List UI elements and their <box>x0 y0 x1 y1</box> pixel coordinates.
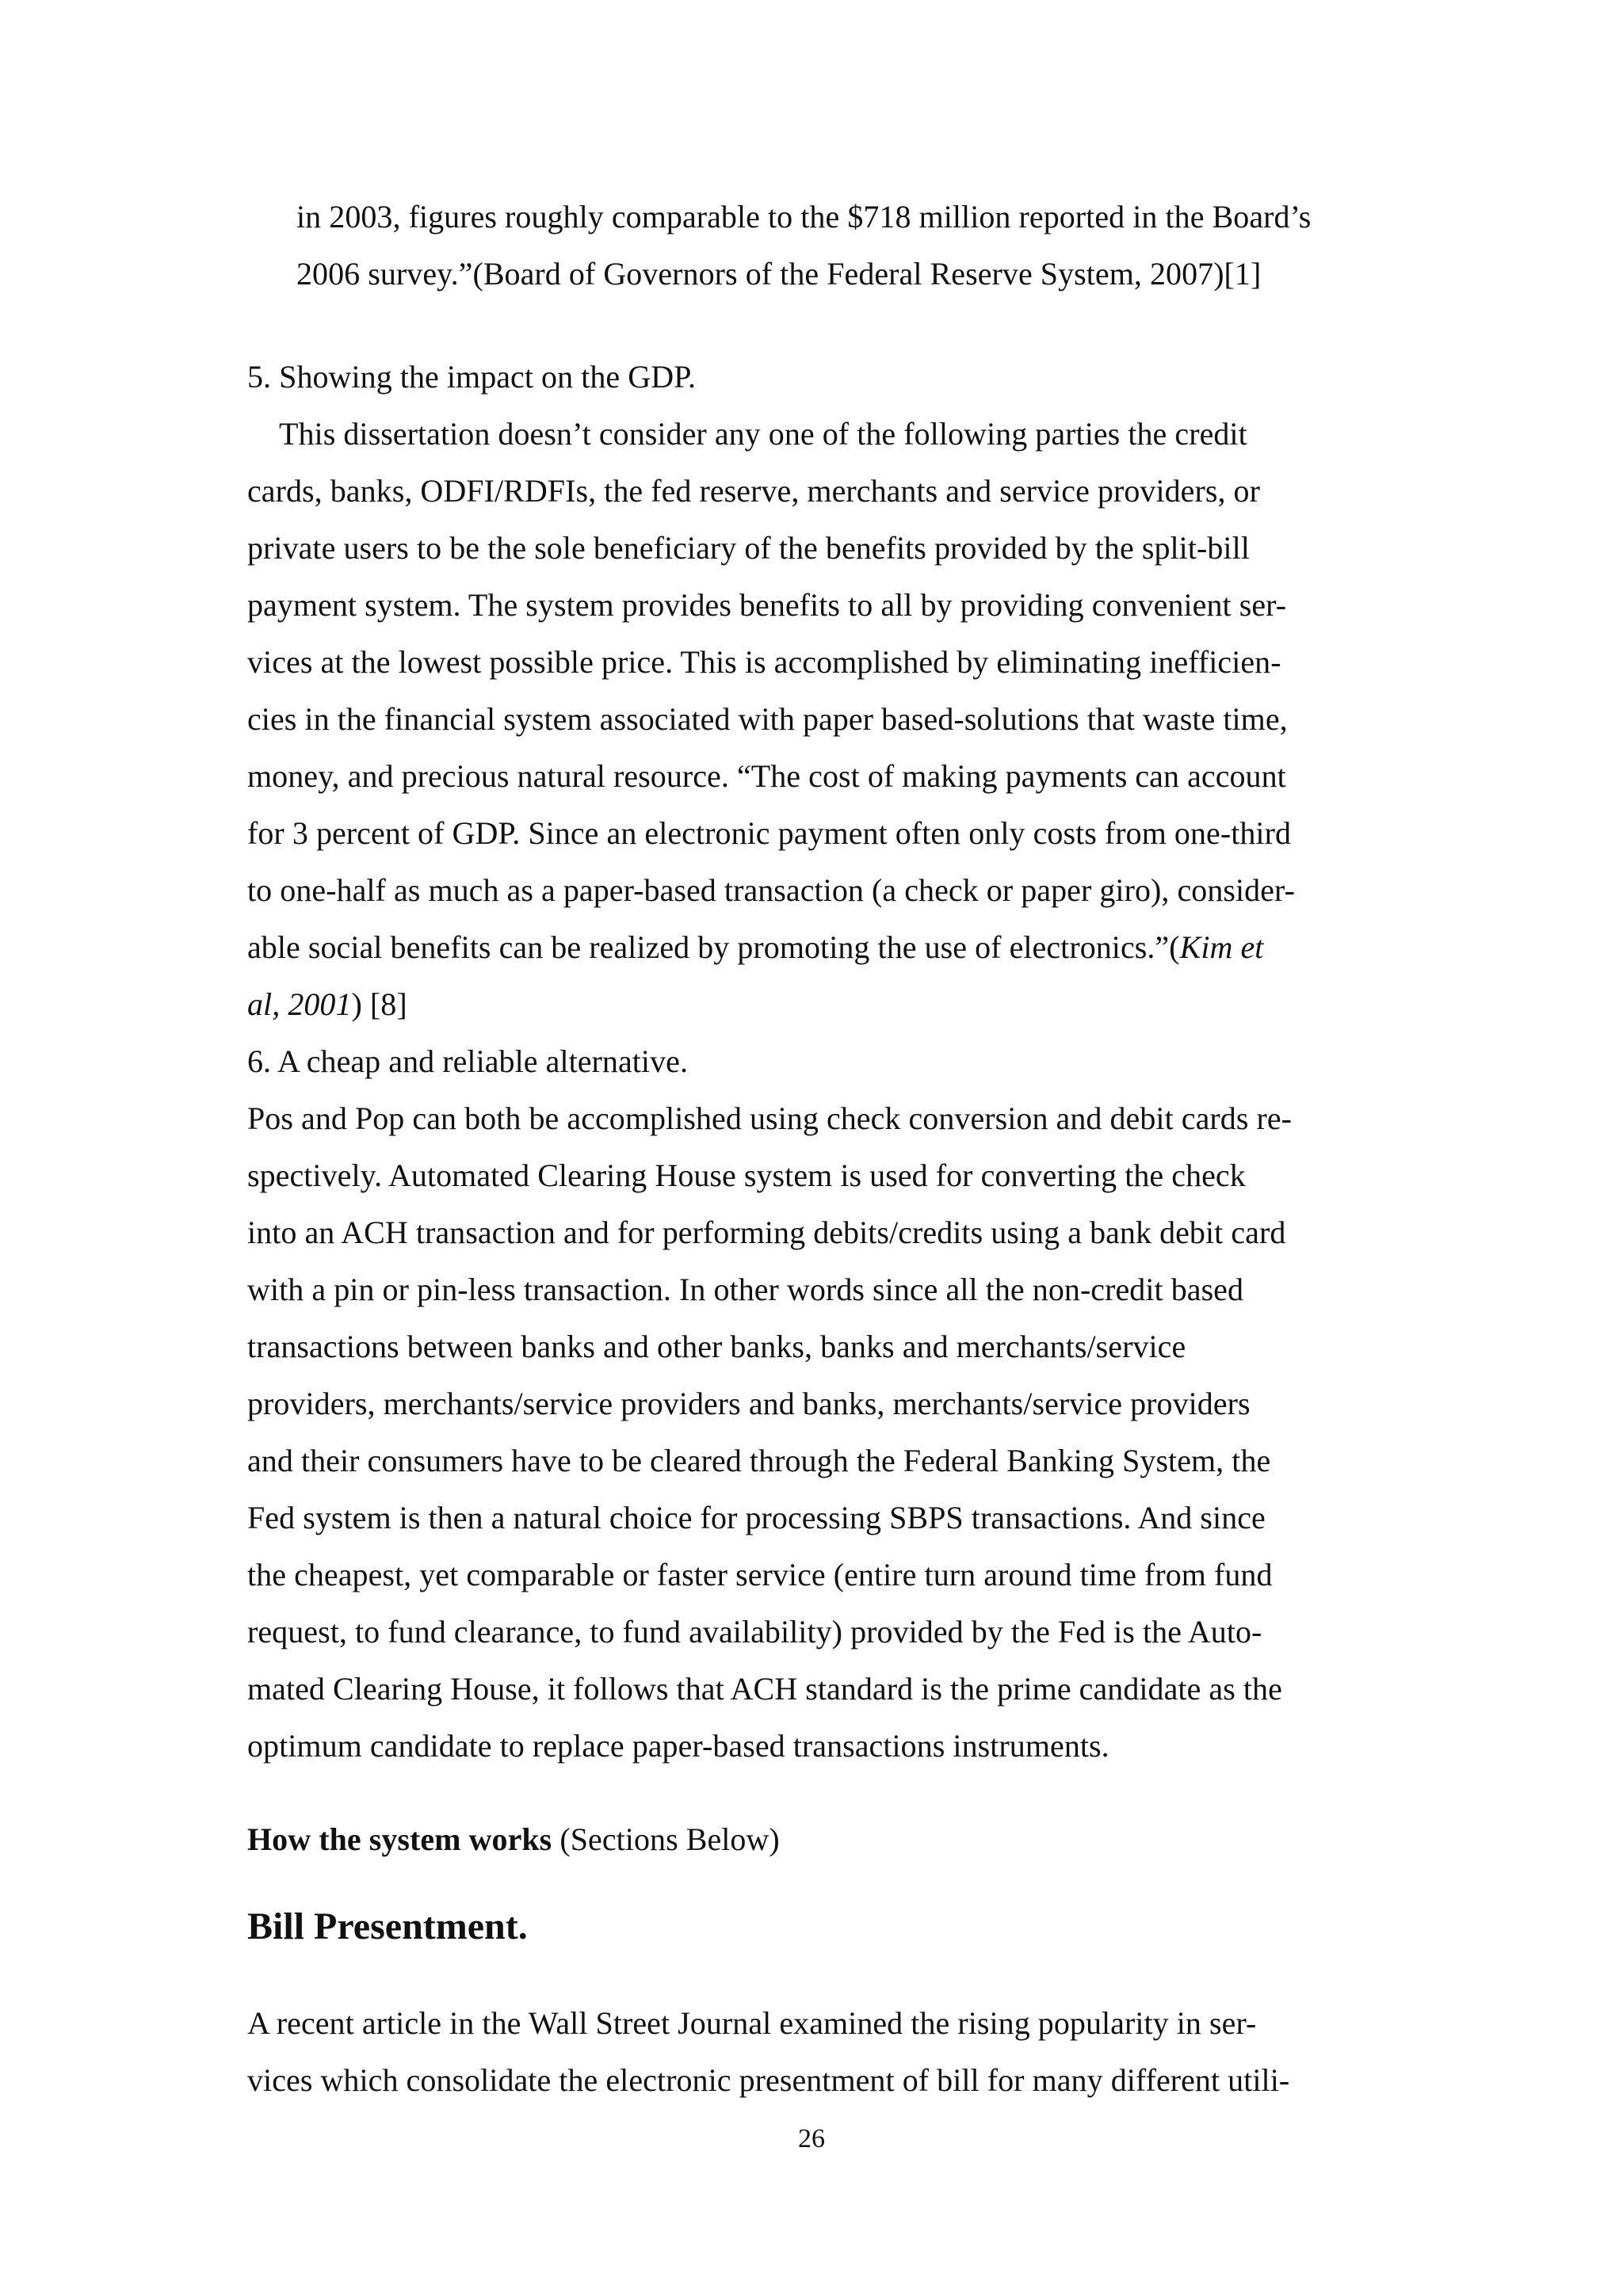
item-5-heading: 5. Showing the impact on the GDP. <box>247 359 697 395</box>
item-5-line-7: money, and precious natural resource. “The cost of making payments can account <box>247 758 1286 794</box>
quote-line-2: 2006 survey.”(Board of Governors of the Federal Reserve System, 2007)[1] <box>296 256 1262 292</box>
item-5-line-9: to one-half as much as a paper-based transaction (a check or paper giro), consider- <box>247 872 1295 908</box>
citation-year: al, 2001 <box>247 986 352 1022</box>
item-5-line-10-text: able social benefits can be realized by promoting the use of electronics.”( <box>247 929 1180 965</box>
item-5-line-1: This dissertation doesn’t consider any one of the following parties the credit <box>279 416 1247 452</box>
item-6-line-12: optimum candidate to replace paper-based transactions instruments. <box>247 1728 1109 1764</box>
item-5-line-3: private users to be the sole beneficiary of the benefits provided by the split-bill <box>247 530 1250 566</box>
item-5-line-6: cies in the financial system associated with paper based-solutions that waste time, <box>247 701 1288 737</box>
section-heading-bill-presentment: Bill Presentment. <box>247 1905 528 1947</box>
item-6-line-8: Fed system is then a natural choice for processing SBPS transactions. And since <box>247 1500 1266 1535</box>
item-6-line-7: and their consumers have to be cleared through the Federal Banking System, the <box>247 1443 1271 1478</box>
item-5-line-2: cards, banks, ODFI/RDFIs, the fed reserve, merchants and service providers, or <box>247 473 1260 509</box>
item-6-heading: 6. A cheap and reliable alternative. <box>247 1043 688 1079</box>
item-6-line-4: with a pin or pin-less transaction. In other words since all the non-credit based <box>247 1272 1244 1307</box>
item-6-line-5: transactions between banks and other banks, banks and merchants/service <box>247 1329 1186 1364</box>
item-6-line-2: spectively. Automated Clearing House system is used for converting the check <box>247 1158 1246 1193</box>
quote-line-1: in 2003, figures roughly comparable to the $718 million reported in the Board’s <box>296 199 1312 235</box>
item-6-line-6: providers, merchants/service providers and banks, merchants/service providers <box>247 1386 1251 1421</box>
section-line-1: A recent article in the Wall Street Journal examined the rising popularity in ser- <box>247 2005 1257 2041</box>
item-6-line-1: Pos and Pop can both be accomplished using check conversion and debit cards re- <box>247 1100 1293 1136</box>
section-line-2: vices which consolidate the electronic presentment of bill for many different utili- <box>247 2062 1290 2098</box>
how-it-works-note: (Sections Below) <box>552 1821 780 1857</box>
how-it-works-line <box>247 1821 780 1859</box>
item-5-line-11 <box>247 986 407 1024</box>
item-6-line-10: request, to fund clearance, to fund availability) provided by the Fed is the Auto- <box>247 1614 1262 1650</box>
item-5-line-8: for 3 percent of GDP. Since an electronic payment often only costs from one-third <box>247 815 1291 851</box>
item-6-line-11: mated Clearing House, it follows that ACH standard is the prime candidate as the <box>247 1671 1282 1707</box>
item-5-line-10 <box>247 929 1263 967</box>
item-5-line-4: payment system. The system provides benefits to all by providing convenient ser- <box>247 587 1287 623</box>
how-it-works-heading: How the system works <box>247 1821 552 1857</box>
page-number: 26 <box>798 2124 825 2153</box>
item-5-line-5: vices at the lowest possible price. This is accomplished by eliminating inefficien- <box>247 644 1281 680</box>
item-6-line-3: into an ACH transaction and for performing debits/credits using a bank debit card <box>247 1215 1286 1250</box>
item-6-line-9: the cheapest, yet comparable or faster service (entire turn around time from fund <box>247 1557 1273 1592</box>
citation-ref: ) [8] <box>351 986 407 1022</box>
citation-author: Kim et <box>1179 929 1264 965</box>
